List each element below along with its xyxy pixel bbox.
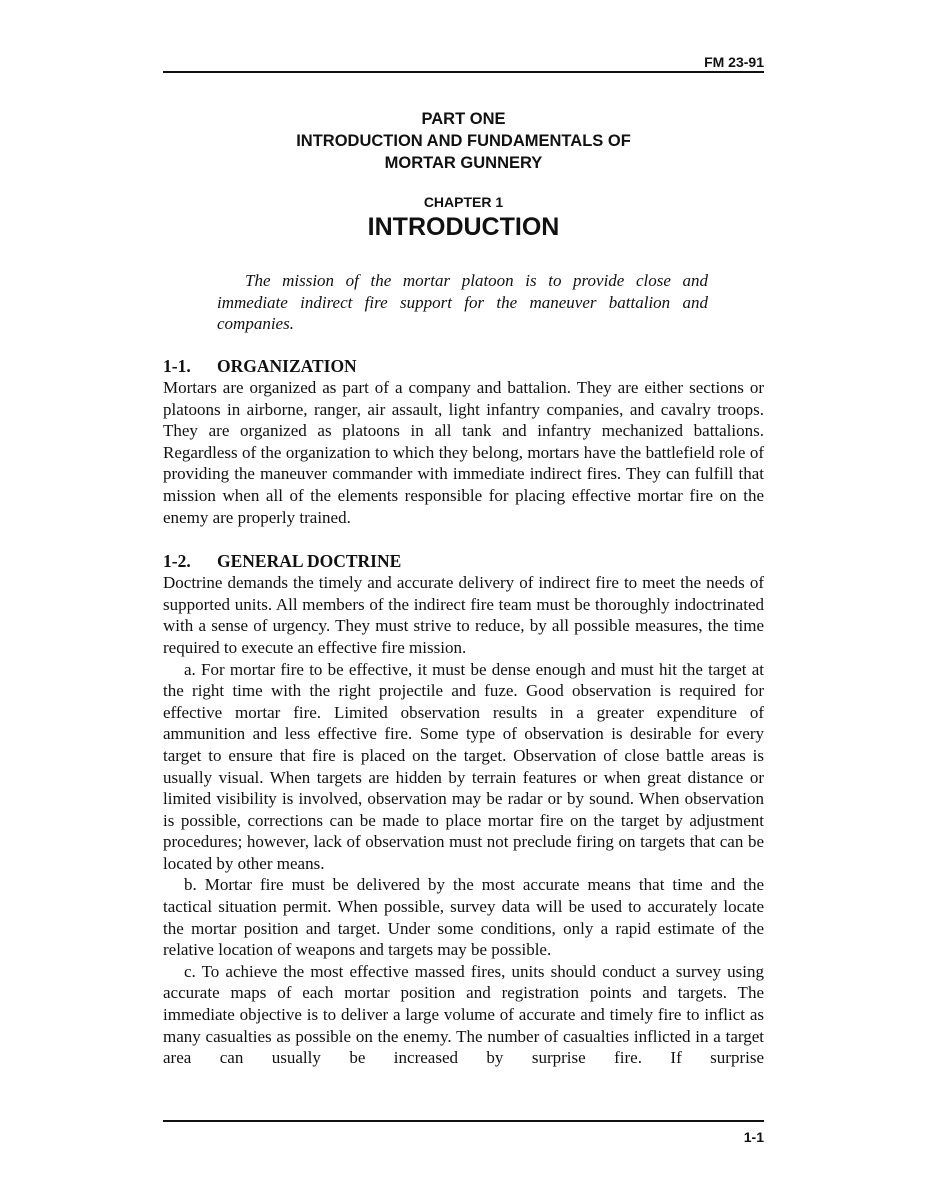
header-rule bbox=[163, 71, 764, 73]
paragraph-c: c. To achieve the most effective massed fires, units should conduct a survey using accurate maps of each mortar position and registration points and targets. The immediate objective is to deliver a large volume of accurate and timely fire to inflict as many casualties as possible on the enemy. The number of casualties inflicted in a target area can usually be increased by surprise fire. If surprise bbox=[163, 961, 764, 1068]
running-head: FM 23-91 bbox=[704, 54, 764, 70]
part-title-line-2: INTRODUCTION AND FUNDAMENTALS OF bbox=[296, 132, 631, 150]
section-number: 1-1. bbox=[163, 356, 191, 376]
paragraph: Mortars are organized as part of a company and battalion. They are either sections or platoons in airborne, ranger, air assault, light infantry companies, and cavalry troops. They are organized as platoons in all tank and infantry mechanized battalions. Regardless of the organization to which they belong, mortars have the battlefield role of providing the maneuver commander with immediate indirect fires. They can fulfill that mission when all of the elements responsible for placing effective mortar fire on the enemy are properly trained. bbox=[163, 378, 764, 527]
paragraph-b: b. Mortar fire must be delivered by the most accurate means that time and the tactical situation permit. When possible, survey data will be used to accurately locate the mortar position and target. Under some conditions, only a rapid estimate of the relative location of weapons and targets may be possible. bbox=[163, 875, 764, 960]
section-title: ORGANIZATION bbox=[217, 356, 357, 376]
footer-rule bbox=[163, 1120, 764, 1122]
section-title: GENERAL DOCTRINE bbox=[217, 551, 402, 572]
chapter-label: CHAPTER 1 bbox=[423, 194, 504, 210]
section-general-doctrine bbox=[163, 550, 764, 1069]
body-text bbox=[163, 355, 764, 1069]
chapter-epigraph: The mission of the mortar platoon is to provide close and immediate indirect fire support for the maneuver battalion and companies. bbox=[217, 271, 708, 334]
part-title-line-3: MORTAR GUNNERY bbox=[384, 154, 543, 172]
paragraph: Doctrine demands the timely and accurate delivery of indirect fire to meet the needs of supported units. All members of the indirect fire team must be thoroughly indoctrinated with a sense of urgency. They must strive to reduce, by all possible measures, the time required to execute an effective fire mission. bbox=[163, 573, 764, 657]
section-number: 1-2. bbox=[163, 551, 191, 572]
chapter-title: INTRODUCTION bbox=[367, 213, 560, 241]
section-organization bbox=[163, 355, 764, 528]
title-block bbox=[163, 108, 764, 242]
paragraph-a: a. For mortar fire to be effective, it must be dense enough and must hit the target at the right time with the right projectile and fuze. Good observation is required for effective mortar fire. Limited observation results in a greater expenditure of ammunition and less effective fire. Some type of observation is desirable for every target to ensure that fire is placed on the target. Observation of close battle areas is usually visual. When targets are hidden by terrain features or when great distance or limited visibility is involved, observation may be radar or by sound. When observation is possible, corrections can be made to place mortar fire on the target by adjustment procedures; however, lack of observation must not preclude firing on targets that can be located by other means. bbox=[163, 659, 764, 873]
section-heading bbox=[163, 355, 764, 377]
part-title-line-1: PART ONE bbox=[421, 110, 506, 128]
section-heading bbox=[163, 550, 764, 572]
page-number: 1-1 bbox=[743, 1129, 764, 1145]
